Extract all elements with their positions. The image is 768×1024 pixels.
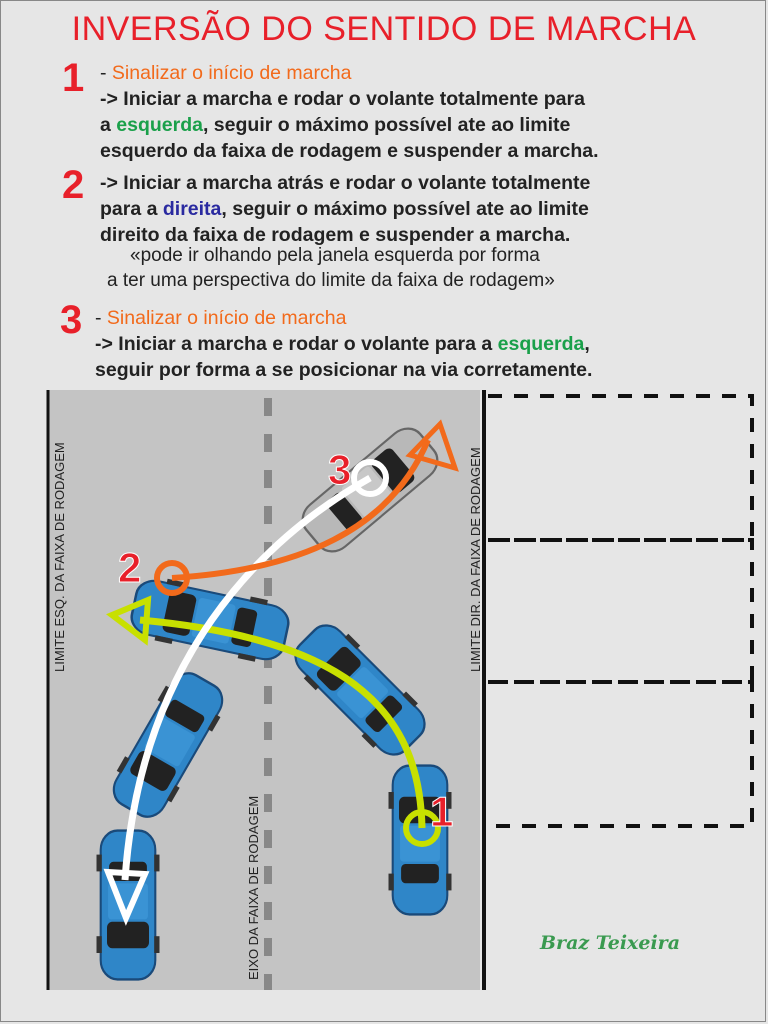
step-2-line2-pre: para a (100, 198, 163, 220)
step-3-line1-pre: -> Iniciar a marcha e rodar o volante para a (95, 333, 498, 355)
page-title: INVERSÃO DO SENTIDO DE MARCHA (71, 10, 697, 48)
step-2-line2-post: , seguir o máximo possível ate ao limite (221, 198, 589, 220)
step-1-text: - Sinalizar o início de marcha -> Iniciar a marcha e rodar o volante totalmente para a esquerda, seguir o máximo possível ate ao limite esquerdo da faixa de rodagem e suspender a marcha. (100, 62, 599, 162)
marker-1: 1 (430, 788, 454, 835)
axis-label: EIXO DA FAIXA DE RODAGEM (246, 795, 261, 980)
parking-spaces (488, 396, 752, 826)
step-2-number: 2 (62, 163, 85, 207)
step-3-number: 3 (60, 298, 83, 342)
step-1-line1: -> Iniciar a marcha e rodar o volante totalmente para (100, 88, 585, 110)
step-1-line2-pre: a (100, 114, 117, 136)
step-2-note-line1: «pode ir olhando pela janela esquerda por forma (130, 245, 540, 266)
step-1-line2-post: , seguir o máximo possível ate ao limite (202, 114, 571, 136)
step-3-line1-post: , (584, 333, 590, 355)
step-1-number: 1 (62, 56, 85, 100)
step-3-line2: seguir por forma a se posicionar na via corretamente. (95, 359, 593, 381)
step-2-line1: -> Iniciar a marcha atrás e rodar o volante totalmente (100, 172, 591, 194)
step-3-text: - Sinalizar o início de marcha -> Iniciar a marcha e rodar o volante para a esquerda, seguir por forma a se posicionar na via corretamente. (95, 307, 593, 381)
step-2-direction-word: direita (162, 198, 222, 220)
marker-2: 2 (118, 544, 142, 591)
step-2-note-line2: a ter uma perspectiva do limite da faixa de rodagem» (107, 270, 555, 291)
step-1-signal: Sinalizar o início de marcha (111, 62, 352, 84)
step-1-direction-word: esquerda (116, 114, 203, 136)
step-1-line3: esquerdo da faixa de rodagem e suspender a marcha. (100, 140, 599, 162)
marker-3: 3 (328, 446, 352, 493)
step-3-direction-word: esquerda (497, 333, 585, 355)
right-limit-label: LIMITE DIR. DA FAIXA DE RODAGEM (468, 447, 483, 672)
step-2-line3: direito da faixa de rodagem e suspender a marcha. (100, 224, 571, 246)
author-signature: Braz Teixeira (540, 932, 681, 954)
left-limit-label: LIMITE ESQ. DA FAIXA DE RODAGEM (52, 442, 67, 672)
step-3-signal: Sinalizar o início de marcha (106, 307, 347, 329)
